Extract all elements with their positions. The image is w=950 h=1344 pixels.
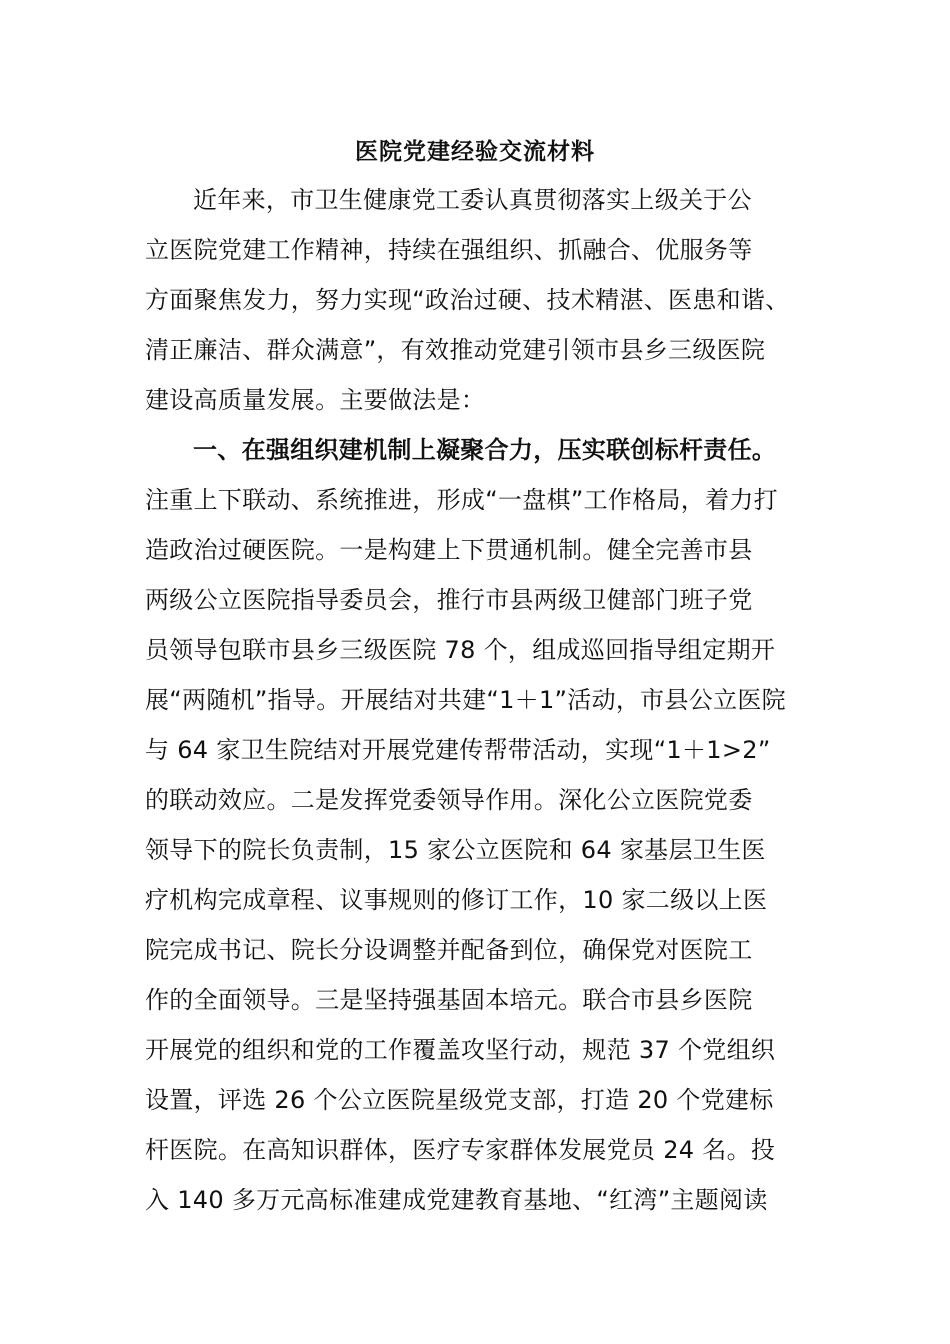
document-title: 医院党建经验交流材料 [355,139,595,165]
paragraph-line: 疗机构完成章程、议事规则的修订工作，10 家二级以上医 [145,886,768,914]
paragraph-line: 展“两随机”指导。开展结对共建“1＋1”活动，市县公立医院 [145,686,786,714]
paragraph-line: 立医院党建工作精神，持续在强组织、抓融合、优服务等 [145,236,753,264]
paragraph-line: 方面聚焦发力，努力实现“政治过硬、技术精湛、医患和谐、 [145,286,790,314]
paragraph-line: 与 64 家卫生院结对开展党建传帮带活动，实现“1＋1>2” [145,736,771,764]
paragraph-line: 建设高质量发展。主要做法是： [145,386,486,414]
paragraph-line: 作的全面领导。三是坚持强基固本培元。联合市县乡医院 [145,986,753,1014]
paragraph-line: 入 140 多万元高标准建成党建教育基地、“红湾”主题阅读 [145,1186,768,1214]
paragraph-line: 清正廉洁、群众满意”，有效推动党建引领市县乡三级医院 [145,336,766,364]
paragraph-line: 近年来，市卫生健康党工委认真贯彻落实上级关于公 [193,186,752,214]
paragraph-line: 杆医院。在高知识群体，医疗专家群体发展党员 24 名。投 [145,1136,776,1164]
paragraph-line: 设置，评选 26 个公立医院星级党支部，打造 20 个党建标 [145,1086,774,1114]
paragraph-line: 注重上下联动、系统推进，形成“一盘棋”工作格局，着力打 [145,486,778,514]
paragraph-line: 院完成书记、院长分设调整并配备到位，确保党对医院工 [145,936,753,964]
section-heading: 一、在强组织建机制上凝聚合力，压实联创标杆责任。 [193,436,777,464]
paragraph-line: 的联动效应。二是发挥党委领导作用。深化公立医院党委 [145,786,753,814]
paragraph-line: 造政治过硬医院。一是构建上下贯通机制。健全完善市县 [145,536,753,564]
paragraph-line: 员领导包联市县乡三级医院 78 个，组成巡回指导组定期开 [145,636,776,664]
paragraph-line: 领导下的院长负责制，15 家公立医院和 64 家基层卫生医 [145,836,766,864]
paragraph-line: 两级公立医院指导委员会，推行市县两级卫健部门班子党 [145,586,753,614]
paragraph-line: 开展党的组织和党的工作覆盖攻坚行动，规范 37 个党组织 [145,1036,776,1064]
